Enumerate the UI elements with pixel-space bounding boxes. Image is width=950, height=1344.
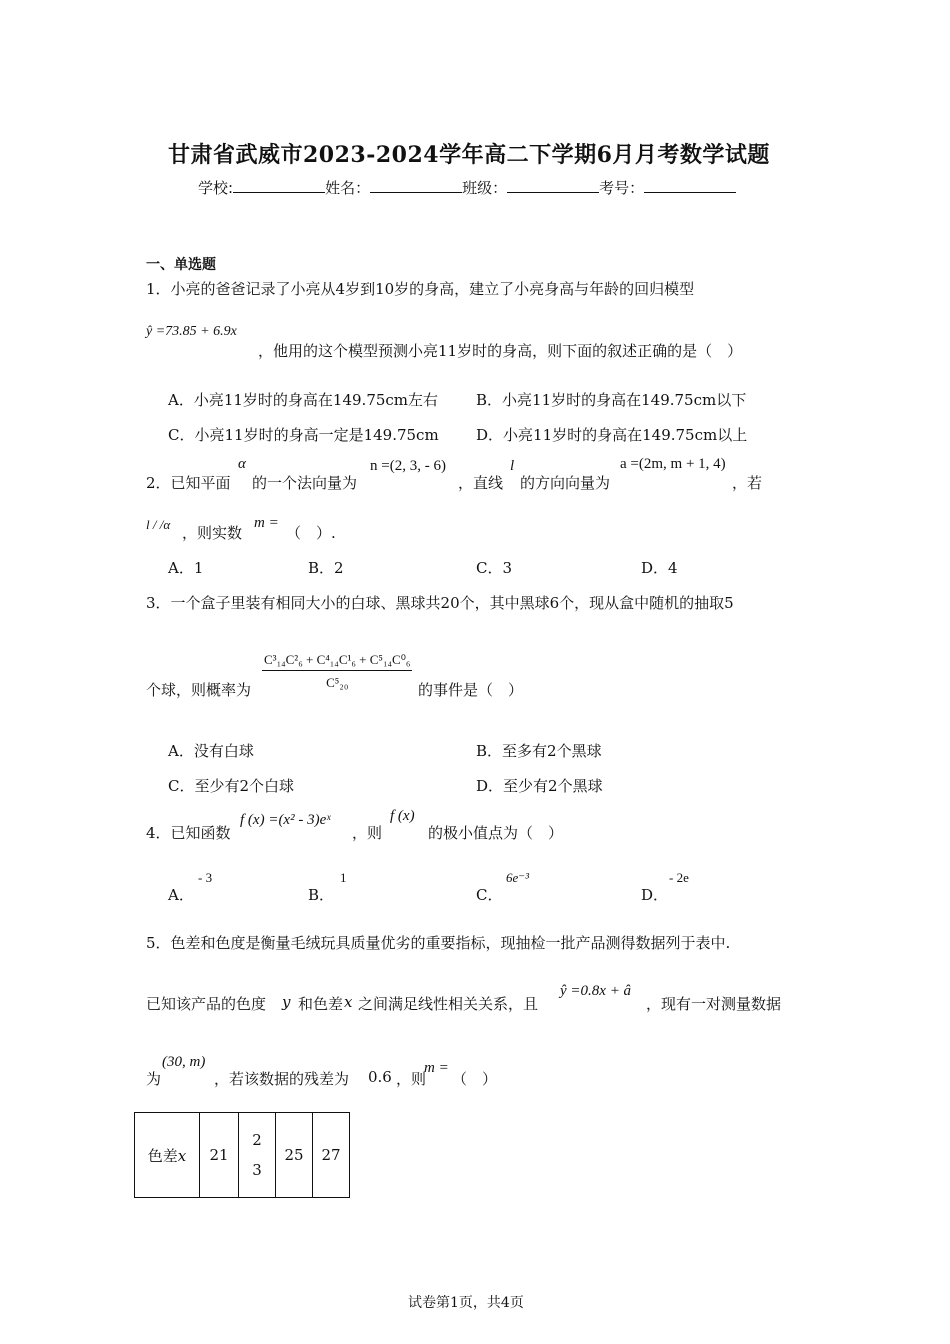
school-label: 学校:	[198, 179, 234, 197]
q4-option-b[interactable]	[308, 870, 428, 904]
q3-option-d[interactable]: D．至少有2个黑球	[476, 777, 603, 795]
name-blank[interactable]	[370, 178, 462, 193]
q5-stem-line2	[146, 975, 936, 1015]
exam-number-label: 考号：	[599, 179, 645, 197]
q4-part1: 4．已知函数	[146, 824, 231, 842]
table-cell: 2 3	[239, 1113, 276, 1198]
q1-stem-line1: 1．小亮的爸爸记录了小亮从4岁到10岁的身高，建立了小亮身高与年龄的回归模型	[146, 280, 695, 298]
name-label: 姓名：	[325, 179, 371, 197]
q1-option-a[interactable]: A．小亮11岁时的身高在149.75cm左右	[168, 391, 439, 409]
q4-option-c[interactable]	[476, 870, 596, 904]
q5-point: (30, m)	[162, 1054, 206, 1070]
class-blank[interactable]	[507, 178, 599, 193]
q2-option-d[interactable]: D．4	[641, 559, 678, 577]
q2-part3: ，直线	[458, 474, 504, 492]
q2-option-a[interactable]: A．1	[168, 559, 204, 577]
school-blank[interactable]	[233, 178, 325, 193]
q4-option-d-value: - 2e	[669, 870, 689, 885]
q5-part8: （ ）	[452, 1070, 498, 1088]
q5-part2: 和色差	[298, 995, 344, 1013]
q4-stem	[146, 808, 746, 848]
q4-option-a-value: - 3	[198, 870, 213, 885]
q3-probability-fraction	[262, 652, 412, 691]
q2-stem-line2	[146, 515, 546, 545]
q3-option-b[interactable]: B．至多有2个黑球	[476, 742, 602, 760]
q5-part4: ，现有一对测量数据	[646, 995, 782, 1013]
q5-part3: 之间满足线性相关关系，且	[358, 995, 539, 1013]
q2-part5: ，若	[732, 474, 763, 492]
q2-normal-vector: n =(2, 3, - 6)	[370, 458, 446, 474]
q5-stem-line3	[146, 1050, 646, 1090]
q2-condition: l / /α	[146, 517, 171, 532]
q3-option-c[interactable]: C．至少有2个白球	[168, 777, 295, 795]
q3-fraction	[262, 652, 412, 691]
table-row	[135, 1113, 350, 1198]
q5-residual: 0.6	[368, 1068, 392, 1086]
q5-var-y: y	[282, 993, 291, 1011]
q4-option-b-label: B．	[308, 886, 335, 904]
q2-part6: ，则实数	[182, 524, 243, 542]
q2-part7: （ ）.	[286, 524, 336, 542]
q5-part6: ，若该数据的残差为	[214, 1070, 350, 1088]
q4-option-d-label: D．	[641, 886, 669, 904]
q4-option-c-value: 6e⁻³	[506, 870, 530, 885]
q3-option-a[interactable]: A．没有白球	[168, 742, 254, 760]
q2-option-c[interactable]: C．3	[476, 559, 513, 577]
q5-part5: 为	[146, 1070, 162, 1088]
q5-m-eq: m =	[424, 1060, 449, 1076]
q2-option-b[interactable]: B．2	[308, 559, 344, 577]
q3-part1: 个球，则概率为	[146, 681, 252, 699]
q2-part2: 的一个法向量为	[252, 474, 358, 492]
q3-part2: 的事件是（ ）	[418, 681, 524, 699]
table-cell: 21	[200, 1113, 239, 1198]
section-heading: 一、单选题	[146, 257, 216, 273]
q1-option-c[interactable]: C．小亮11岁时的身高一定是149.75cm	[168, 426, 439, 444]
q2-stem-line1	[146, 456, 936, 496]
q4-function: f (x) =(x² - 3)eˣ	[240, 812, 331, 828]
q1-stem-line2: ，他用的这个模型预测小亮11岁时的身高，则下面的叙述正确的是（ ）	[258, 342, 743, 360]
q4-option-d[interactable]	[641, 870, 761, 904]
q4-part2: ，则	[352, 824, 383, 842]
q5-data-table	[134, 1112, 350, 1198]
q4-option-a-label: A．	[168, 886, 194, 904]
q2-line-l: l	[510, 458, 515, 474]
exam-number-blank[interactable]	[644, 178, 736, 193]
q2-part1: 2．已知平面	[146, 474, 231, 492]
q3-stem-line1: 3．一个盒子里装有相同大小的白球、黑球共20个，其中黑球6个，现从盒中随机的抽取5	[146, 594, 734, 612]
page-footer: 试卷第1页，共4页	[408, 1295, 524, 1311]
q2-part4: 的方向向量为	[520, 474, 611, 492]
q5-part7: ，则	[396, 1070, 427, 1088]
q4-option-b-value: 1	[340, 870, 347, 885]
q2-m-eq: m =	[254, 515, 279, 531]
q5-part1: 已知该产品的色度	[146, 995, 267, 1013]
q5-regression: ŷ =0.8x + â	[560, 983, 632, 999]
class-label: 班级：	[462, 179, 508, 197]
page-title: 甘肃省武威市2023-2024学年高二下学期6月月考数学试题	[168, 142, 770, 168]
table-cell: 25	[276, 1113, 313, 1198]
q1-formula: ŷ =73.85 + 6.9x	[146, 324, 237, 339]
q1-option-b[interactable]: B．小亮11岁时的身高在149.75cm以下	[476, 391, 747, 409]
table-cell: 27	[313, 1113, 350, 1198]
q5-stem-line1: 5．色差和色度是衡量毛绒玩具质量优劣的重要指标，现抽检一批产品测得数据列于表中.	[146, 934, 731, 952]
q5-var-x: x	[344, 993, 353, 1011]
q2-direction-vector: a =(2m, m + 1, 4)	[620, 456, 726, 472]
q4-option-a[interactable]	[168, 870, 288, 904]
q1-option-d[interactable]: D．小亮11岁时的身高在149.75cm以上	[476, 426, 748, 444]
q4-option-c-label: C．	[476, 886, 503, 904]
q4-part3: 的极小值点为（ ）	[428, 824, 564, 842]
q3-fraction-denominator: C⁵₂₀	[326, 675, 349, 690]
table-header-cell: 色差x	[135, 1113, 200, 1198]
student-info-line	[198, 177, 736, 198]
q2-alpha: α	[238, 456, 246, 472]
q3-fraction-numerator: C³₁₄C²₆ + C⁴₁₄C¹₆ + C⁵₁₄C⁰₆	[262, 652, 412, 671]
q4-fx: f (x)	[390, 808, 415, 824]
